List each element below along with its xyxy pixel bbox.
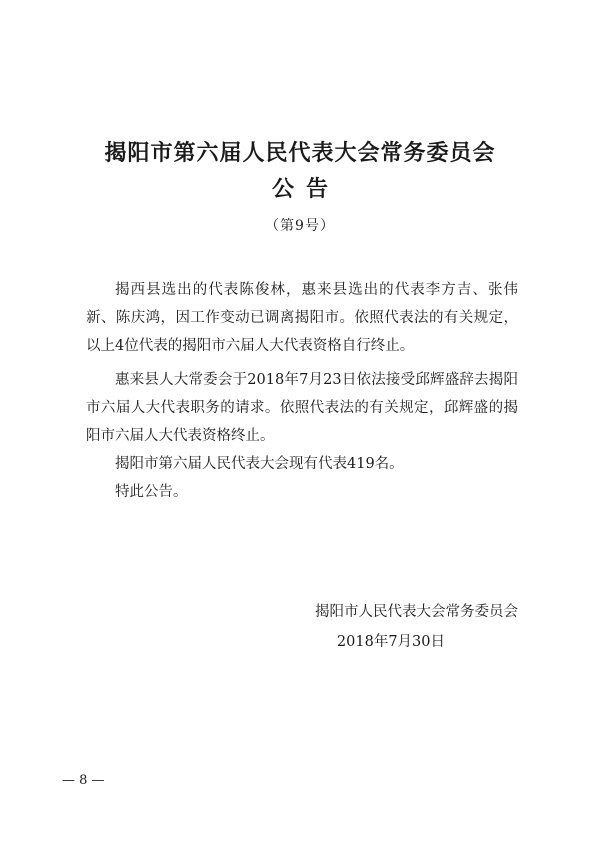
body-paragraph: 惠来县人大常委会于2018年7月23日依法接受邱辉盛辞去揭阳市六届人大代表职务的请求。依照代表法的有关规定，邱辉盛的揭阳市六届人大代表资格终止。 <box>86 372 518 444</box>
page-number: — 8 — <box>62 773 105 788</box>
body-paragraph: 揭西县选出的代表陈俊林，惠来县选出的代表李方吉、张伟新、陈庆鸿，因工作变动已调离揭阳市。依照代表法的有关规定，以上4位代表的揭阳市六届人大代表资格自行终止。 <box>86 282 518 354</box>
body-paragraph: 特此公告。 <box>115 484 188 500</box>
document-subtitle: 公告 <box>271 176 340 202</box>
body-paragraph: 揭阳市第六届人民代表大会现有代表419名。 <box>115 456 404 472</box>
signature-organization: 揭阳市人民代表大会常务委员会 <box>315 604 518 620</box>
announcement-number: （第9号） <box>265 218 335 234</box>
signature-date: 2018年7月30日 <box>336 634 445 650</box>
document-title: 揭阳市第六届人民代表大会常务委员会 <box>104 140 496 166</box>
document-body <box>86 276 518 506</box>
